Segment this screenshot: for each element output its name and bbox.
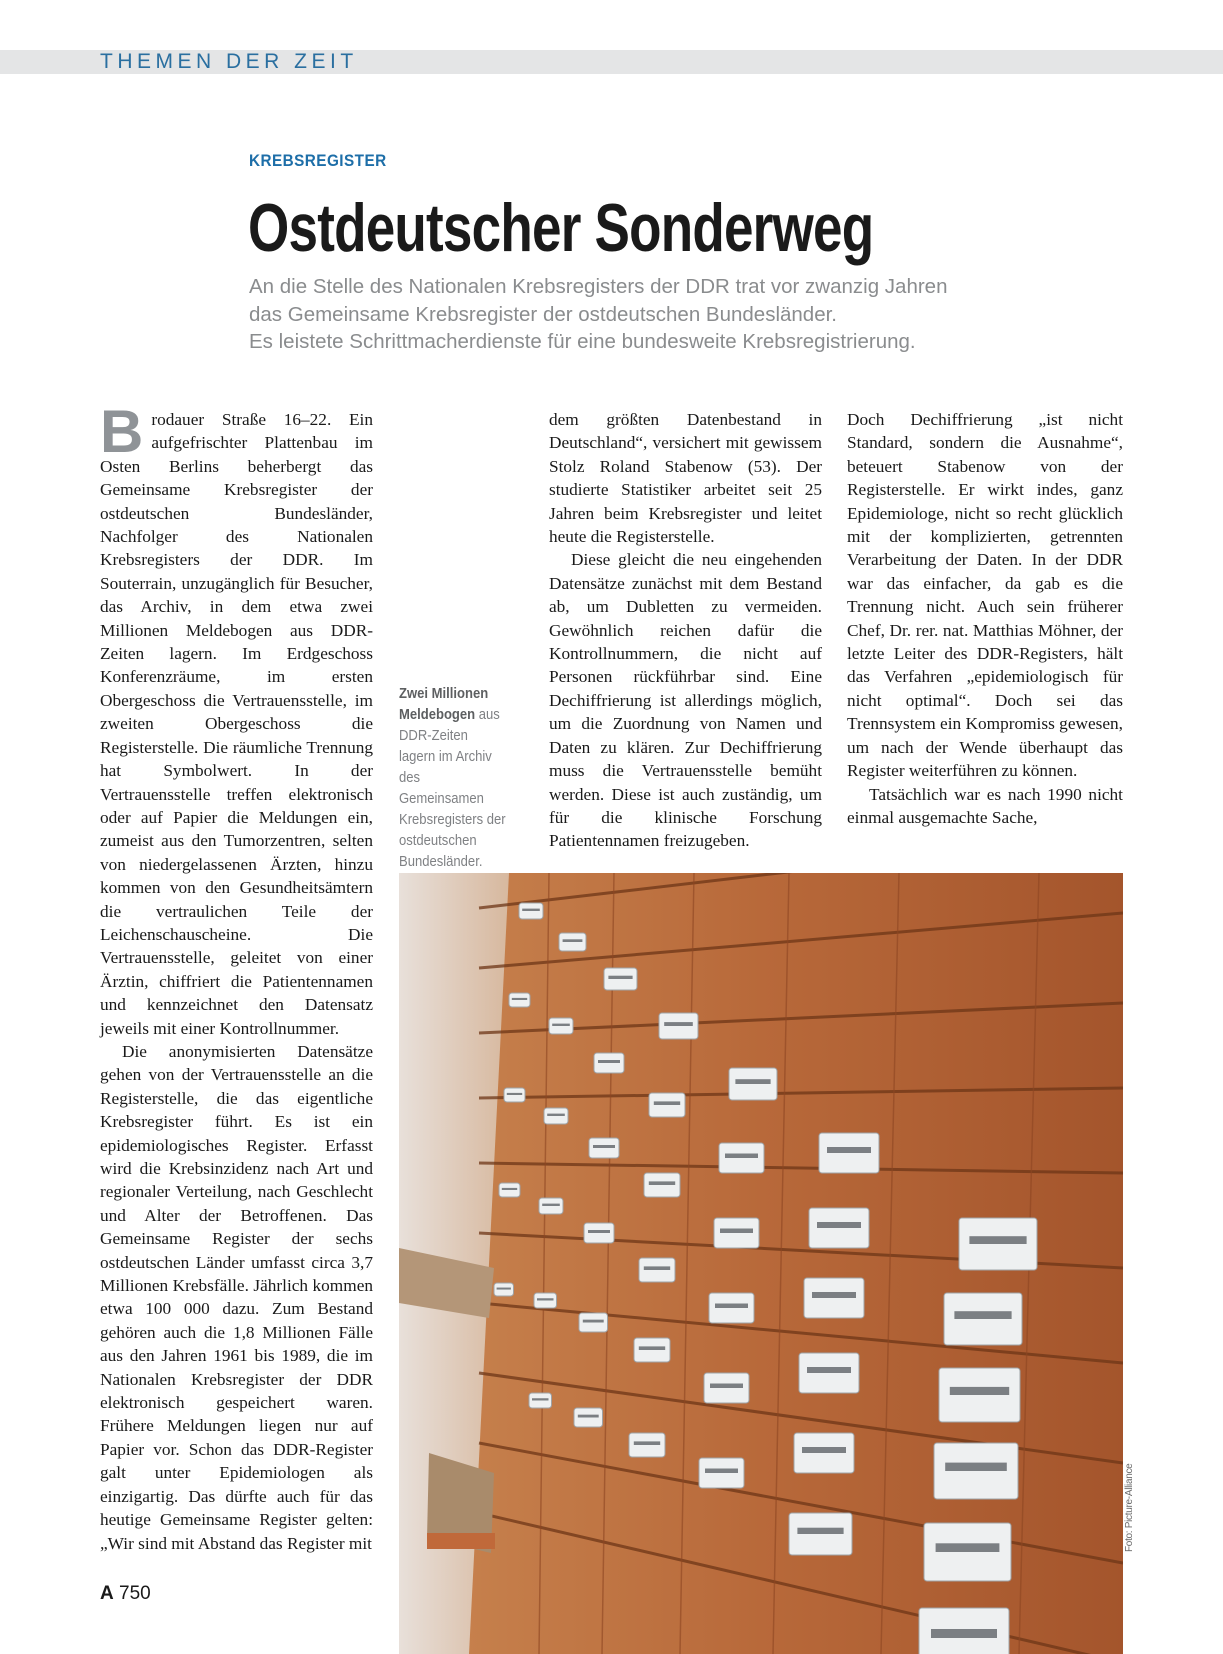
drawer-label-slot bbox=[588, 1230, 610, 1233]
body-paragraph: dem größten Datenbestand in Deutschland“, versichert mit gewissem Stolz Roland Stabenow (53). Der studierte Statistiker arbeitet seit 25 Jahren beim Krebsregister und leitet heute die Registerstelle. bbox=[549, 410, 822, 547]
article-kicker: KREBSREGISTER bbox=[249, 151, 387, 170]
drawer-label-slot bbox=[532, 1398, 549, 1400]
article-headline: Ostdeutscher Sonderweg bbox=[248, 190, 874, 266]
drawer-label-slot bbox=[547, 1114, 565, 1116]
drawer-label-slot bbox=[583, 1320, 604, 1323]
archive-photo-drawing bbox=[399, 873, 1123, 1654]
lead-line: das Gemeinsame Krebsregister der ostdeutschen Bundesländer. bbox=[249, 302, 838, 326]
photo-credit: Foto: Picture-Alliance bbox=[1124, 1463, 1135, 1552]
drawer-label-slot bbox=[817, 1222, 861, 1228]
drawer-label-slot bbox=[502, 1188, 517, 1190]
drawer-label-slot bbox=[827, 1147, 871, 1153]
drawer-label-slot bbox=[945, 1463, 1007, 1471]
open-drawer-front bbox=[427, 1533, 495, 1549]
drawer-label-slot bbox=[812, 1292, 856, 1298]
drawer-label-slot bbox=[725, 1154, 758, 1159]
body-paragraph: Doch Dechiffrierung „ist nicht Standard, sondern die Ausnahme“, beteuert Stabenow von der Registerstelle. Er wirkt indes, ganz Epidemiologe, nicht so recht glücklich mit der komplizierten, getrennten Verarbeitung der Daten. In der DDR war das einfacher, da gab es die Trennung nicht. Auch sein früherer Chef, Dr. rer. nat. Matthias Möhner, der letzte Leiter des DDR-Registers, hält das Verfahren „epidemiologisch für nicht optimal“. Doch sei das Trennsystem ein Kompromiss gewesen, um nach der Wende überhaupt das Register weiterführen zu können. bbox=[847, 410, 1123, 781]
body-paragraph: Die anonymisierten Datensätze gehen von der Vertrauensstelle an die Registerstelle, die das eigentliche Krebsregister führt. Es ist ein epidemiologisches Register. Erfasst wird die Krebsinzidenz nach Art und regionaler Verteilung, nach Geschlecht und Alter der Betroffenen. Das Gemeinsame Register der sechs ostdeutschen Länder umfasst circa 3,7 Millionen Krebsfälle. Jährlich kommen etwa 100 000 dazu. Zum Bestand gehören auch die 1,8 Millionen Fälle aus den Jahren 1961 bis 1989, die im Nationalen Krebsregister der DDR elektronisch gespeichert waren. Frühere Meldungen liegen nur auf Papier vor. Schon das DDR-Register galt unter Epidemiologen als einzigartig. Das dürfte auch für das heutige Gemeinsame Register gelten: „Wir sind mit Abstand das Register mit bbox=[100, 1041, 373, 1553]
drawer-label-slot bbox=[578, 1415, 599, 1418]
paragraph-text: rodauer Straße 16–22. Ein aufgefrischter Plattenbau im Osten Berlins beherbergt das Gemeinsame Krebsregister der ostdeutschen Bundesländer, Nachfolger des Nationalen Krebsregisters der DDR. Im Souterrain, unzugänglich für Besucher, das Archiv, in dem etwa zwei Millionen Meldebogen aus DDR-Zeiten lagern. Im Erdgeschoss Konferenzräume, im ersten Obergeschoss die Vertrauensstelle, im zweiten Obergeschoss die Registerstelle. Die räumliche Trennung hat Symbolwert. In der Vertrauensstelle treffen elektronisch oder auf Papier die Meldungen ein, zumeist aus den Tumorzentren, selten von niedergelassenen Ärzten, hinzu kommen von den Gesundheitsämtern die vertraulichen Teile der Leichenschauscheine. Die Vertrauensstelle, geleitet von einer Ärztin, chiffriert die Patientennamen und kennzeichnet den Datensatz jeweils mit einer Kontrollnummer. bbox=[100, 410, 373, 1038]
photo-caption bbox=[399, 684, 507, 873]
page-prefix: A bbox=[100, 1583, 114, 1604]
drawer-label-slot bbox=[507, 1093, 522, 1095]
lead-line: Es leistete Schrittmacherdienste für eine bundesweite Krebsregistrierung. bbox=[249, 330, 916, 353]
drawer-label-slot bbox=[542, 1204, 560, 1206]
drop-cap: B bbox=[100, 398, 144, 465]
drawer-label-slot bbox=[705, 1469, 738, 1474]
body-paragraph bbox=[100, 398, 373, 1040]
drawer-label-slot bbox=[936, 1543, 1000, 1552]
drawer-label-slot bbox=[720, 1229, 753, 1234]
article-lead bbox=[249, 273, 1149, 356]
body-column-2 bbox=[549, 408, 822, 853]
drawer-label-slot bbox=[497, 1288, 511, 1290]
drawer-label-slot bbox=[608, 976, 632, 979]
drawer-label-slot bbox=[950, 1387, 1009, 1395]
body-column-3 bbox=[847, 408, 1123, 829]
drawer-label-slot bbox=[802, 1447, 846, 1453]
drawer-label-slot bbox=[664, 1022, 693, 1026]
caption-text: aus DDR-Zeiten lagern im Archiv des Gemeinsamen Krebsregisters der ostdeutschen Bundesländer. bbox=[399, 707, 506, 870]
drawer-label-slot bbox=[537, 1298, 554, 1300]
lead-line: An die Stelle des Nationalen Krebsregisters der DDR trat vor zwanzig Jahren bbox=[249, 275, 948, 298]
body-paragraph: Diese gleicht die neu eingehenden Datensätze zunächst mit dem Bestand ab, um Dubletten zu vermeiden. Gewöhnlich reichen dafür die Kontrollnummern, die nicht auf Personen rückführbar sind. Eine Dechiffrierung ist allerdings möglich, um die Zuordnung von Namen und Daten zu klären. Zur Dechiffrierung muss die Vertrauensstelle bemüht werden. Diese ist auch zuständig, um für die klinische Forschung Patientennamen freizugeben. bbox=[549, 550, 822, 851]
drawer-label-slot bbox=[710, 1384, 743, 1389]
section-title: THEMEN DER ZEIT bbox=[100, 50, 358, 73]
body-column-1 bbox=[100, 398, 373, 1558]
drawer-label-slot bbox=[639, 1346, 665, 1350]
drawer-label-slot bbox=[563, 939, 583, 942]
drawer-label-slot bbox=[593, 1145, 615, 1148]
drawer-label-slot bbox=[807, 1367, 851, 1373]
page-number-value: 750 bbox=[119, 1583, 151, 1604]
body-paragraph: Tatsächlich war es nach 1990 nicht einmal ausgemachte Sache, bbox=[847, 784, 1123, 827]
drawer-label-slot bbox=[522, 909, 540, 911]
archive-photo bbox=[399, 873, 1123, 1654]
drawer-label-slot bbox=[931, 1629, 997, 1638]
drawer-label-slot bbox=[634, 1441, 660, 1445]
page-number bbox=[100, 1583, 151, 1605]
caption-bold: Zwei Millionen Meldebogen bbox=[399, 686, 489, 723]
drawer-label-slot bbox=[654, 1101, 680, 1105]
drawer-label-slot bbox=[797, 1528, 843, 1534]
drawer-label-slot bbox=[649, 1181, 675, 1185]
drawer-label-slot bbox=[598, 1060, 620, 1063]
drawer-label-slot bbox=[954, 1311, 1011, 1319]
drawer-label-slot bbox=[552, 1024, 570, 1026]
drawer-label-slot bbox=[512, 998, 527, 1000]
drawer-label-slot bbox=[715, 1304, 748, 1309]
drawer-label-slot bbox=[644, 1266, 670, 1270]
drawer-label-slot bbox=[969, 1236, 1026, 1244]
drawer-label-slot bbox=[735, 1079, 770, 1084]
